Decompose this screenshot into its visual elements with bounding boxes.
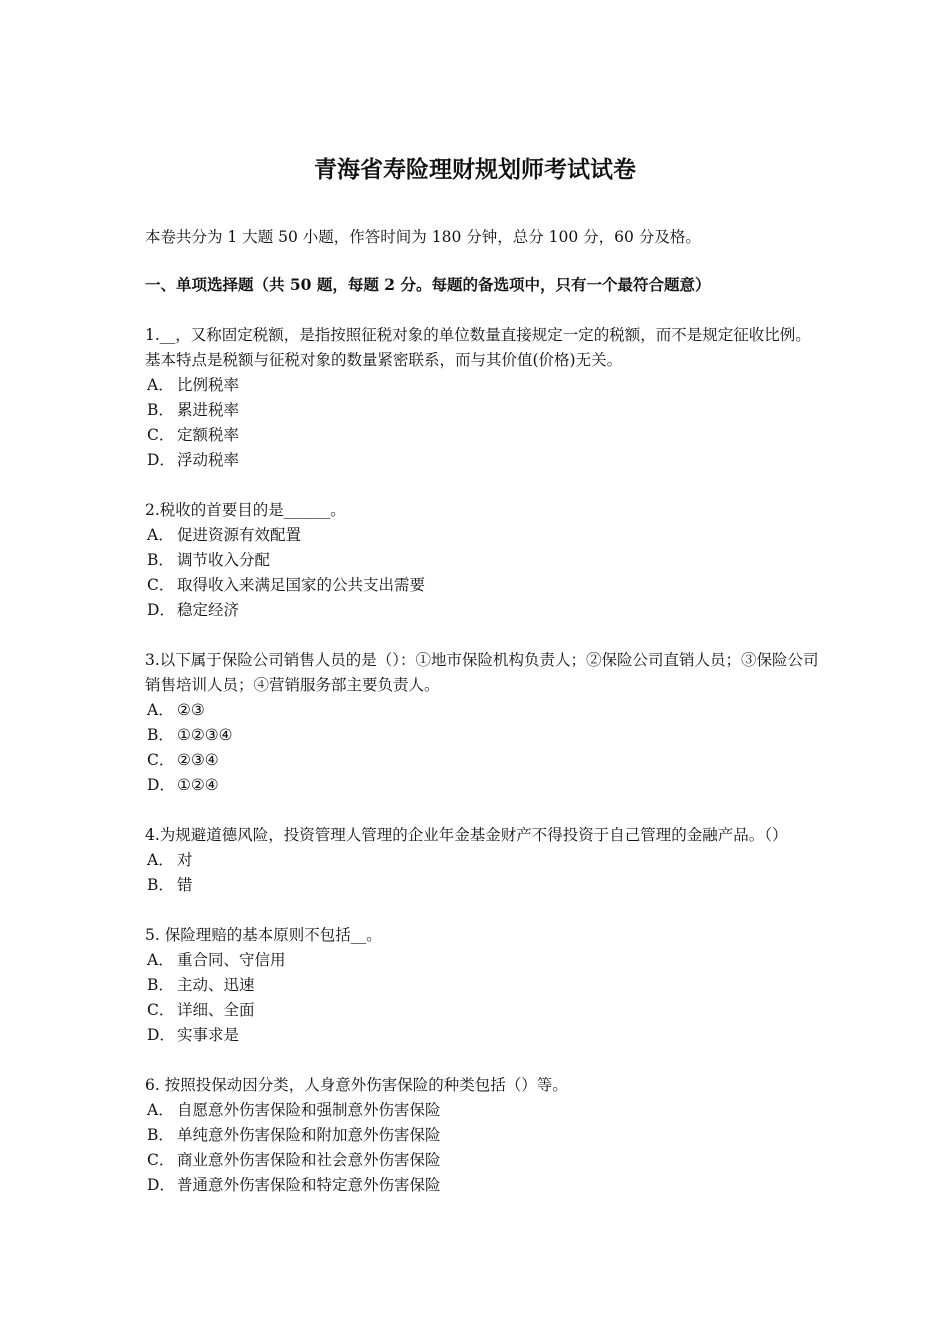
option-text: ①②③④ [177,726,233,744]
option-d [145,1173,825,1198]
question-text: 3.以下属于保险公司销售人员的是（）：①地市保险机构负责人；②保险公司直销人员；③保险公司销售培训人员；④营销服务部主要负责人。 [145,651,819,694]
option-label: C． [147,576,175,594]
option-a [145,373,825,398]
option-text: 商业意外伤害保险和社会意外伤害保险 [177,1151,441,1169]
option-text: 单纯意外伤害保险和附加意外伤害保险 [177,1126,441,1144]
question-list [145,323,825,1223]
option-label: B． [147,551,174,569]
option-label: B． [147,876,174,894]
option-c [145,573,825,598]
option-text: ②③④ [177,751,219,769]
option-b [145,973,825,998]
question-3 [145,648,825,798]
option-label: B． [147,1126,174,1144]
option-label: D． [147,1176,175,1194]
option-a [145,848,825,873]
option-d [145,448,825,473]
option-text: 浮动税率 [177,451,240,469]
question-4 [145,823,825,898]
option-list [145,523,825,623]
option-label: C． [147,1151,175,1169]
option-label: A． [147,526,174,544]
option-text: 详细、全面 [177,1001,255,1019]
option-b [145,873,825,898]
option-label: C． [147,1001,175,1019]
option-label: A． [147,1101,174,1119]
option-text: 自愿意外伤害保险和强制意外伤害保险 [177,1101,441,1119]
question-text: 2.税收的首要目的是______。 [145,501,346,519]
option-label: D． [147,776,175,794]
option-text: 取得收入来满足国家的公共支出需要 [177,576,426,594]
question-text: 5. 保险理赔的基本原则不包括__。 [145,926,382,944]
option-text: 主动、迅速 [177,976,255,994]
option-label: B． [147,401,174,419]
option-text: 普通意外伤害保险和特定意外伤害保险 [177,1176,441,1194]
question-5 [145,923,825,1048]
option-label: C． [147,426,175,444]
option-c [145,748,825,773]
option-label: D． [147,1026,175,1044]
option-list [145,1098,825,1198]
option-label: A． [147,701,174,719]
option-label: A． [147,851,174,869]
question-2 [145,498,825,623]
option-text: 累进税率 [177,401,240,419]
option-b [145,398,825,423]
option-text: 重合同、守信用 [177,951,286,969]
exam-intro: 本卷共分为 1 大题 50 小题，作答时间为 180 分钟，总分 100 分，60 分及格。 [145,228,701,246]
option-text: 实事求是 [177,1026,240,1044]
question-text: 4.为规避道德风险，投资管理人管理的企业年金基金财产不得投资于自己管理的金融产品。（） [145,826,788,844]
option-d [145,773,825,798]
option-label: A． [147,951,174,969]
option-a [145,948,825,973]
option-list [145,698,825,798]
option-b [145,548,825,573]
option-text: 促进资源有效配置 [177,526,302,544]
option-a [145,523,825,548]
question-1 [145,323,825,473]
option-a [145,1098,825,1123]
option-label: D． [147,601,175,619]
option-text: 错 [177,876,193,894]
option-c [145,423,825,448]
question-6 [145,1073,825,1198]
document-title: 青海省寿险理财规划师考试试卷 [314,156,636,183]
option-d [145,1023,825,1048]
question-text: 6. 按照投保动因分类，人身意外伤害保险的种类包括（）等。 [145,1076,568,1094]
section-heading: 一、单项选择题（共 50 题，每题 2 分。每题的备选项中，只有一个最符合题意） [145,275,711,294]
question-text: 1.__，又称固定税额，是指按照征税对象的单位数量直接规定一定的税额，而不是规定征收比例。基本特点是税额与征税对象的数量紧密联系，而与其价值(价格)无关。 [145,326,811,369]
option-label: D． [147,451,175,469]
option-text: 调节收入分配 [177,551,271,569]
option-label: C． [147,751,175,769]
option-a [145,698,825,723]
option-text: 对 [177,851,193,869]
option-text: ②③ [177,701,205,719]
option-d [145,598,825,623]
option-label: B． [147,726,174,744]
option-label: A． [147,376,174,394]
option-c [145,998,825,1023]
option-list [145,948,825,1048]
option-text: 稳定经济 [177,601,240,619]
option-list [145,373,825,473]
option-c [145,1148,825,1173]
option-text: ①②④ [177,776,219,794]
option-b [145,723,825,748]
option-label: B． [147,976,174,994]
option-list [145,848,825,898]
option-b [145,1123,825,1148]
option-text: 定额税率 [177,426,240,444]
option-text: 比例税率 [177,376,240,394]
